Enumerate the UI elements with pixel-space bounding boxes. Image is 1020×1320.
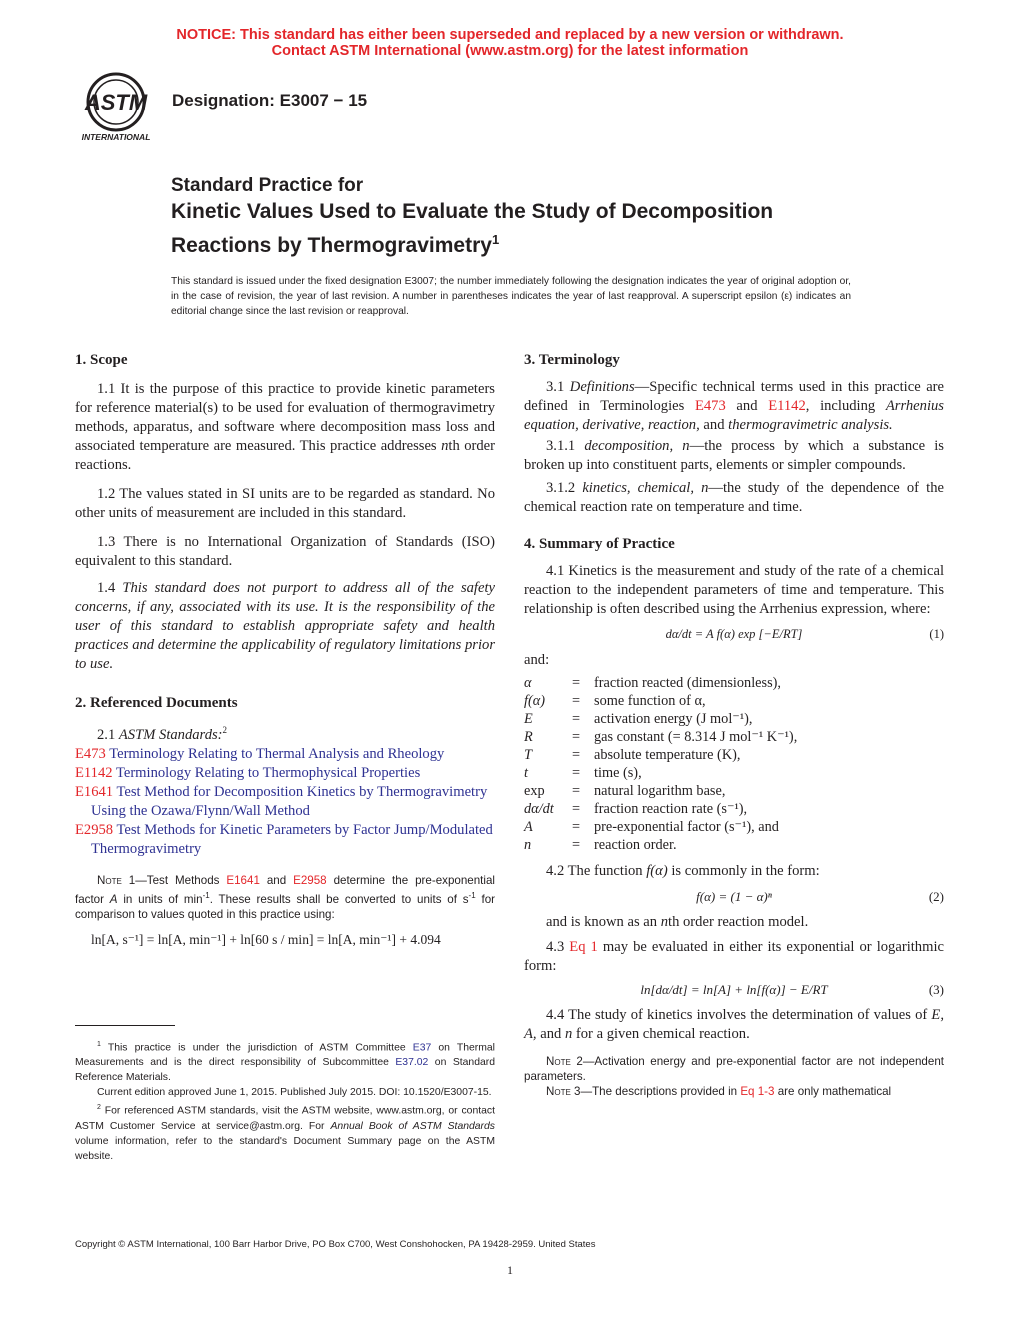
footnote-1: $^1$ This practice is under the jurisdiction of ASTM Committee E37 on Thermal Measurements and is the direct responsibility of Subcommittee E37.02 on Standard Reference Materials. [75, 1041, 495, 1084]
para-4-1: 4.1 Kinetics is the measurement and study of the rate of a chemical reaction to the independent parameters of time and temperature. This relationship is often described using the Arrhenius expression, where: [524, 563, 944, 617]
svg-text:INTERNATIONAL: INTERNATIONAL [81, 132, 151, 142]
notice-line-1: NOTICE: This standard has either been superseded and replaced by a new version or withdrawn. [176, 27, 844, 43]
para-3-1-2: 3.1.2 kinetics, chemical, n—the study of the dependence of the chemical reaction rate on temperature and time. [524, 480, 944, 515]
para-1-1: 1.1 It is the purpose of this practice to provide kinetic parameters for reference material(s) to be used for evaluation of thermogravimetry methods, apparatus, and software where decomposition mass loss and associated temperature are measured. This practice addresses nth order reactions. [75, 381, 495, 473]
section-3-heading: 3. Terminology [524, 352, 620, 368]
title-line-2: Kinetic Values Used to Evaluate the Study of Decomposition [171, 200, 774, 223]
definition-row: E = activation energy (J mol⁻¹), [524, 711, 753, 727]
footnote-rule [75, 1025, 175, 1026]
definition-row: A = pre-exponential factor (s⁻¹), and [524, 819, 779, 835]
copyright-footer: Copyright © ASTM International, 100 Barr Harbor Drive, PO Box C700, West Conshohocken, PA 19428-2959. United States [75, 1239, 596, 1250]
para-1-2: 1.2 The values stated in SI units are to be regarded as standard. No other units of measurement are included in this standard. [75, 486, 495, 521]
and-label: and: [524, 652, 550, 668]
para-1-3: 1.3 There is no International Organization of Standards (ISO) equivalent to this standard. [75, 534, 495, 569]
footnote-2: $^2$ For referenced ASTM standards, visit the ASTM website, www.astm.org, or contact ASTM Customer Service at service@astm.org. For Annual Book of ASTM Standards volume information, refer to the standard's Document Summary page on the ASTM website. [75, 1104, 495, 1162]
section-4-heading: 4. Summary of Practice [524, 536, 675, 552]
notice-line-2: Contact ASTM International (www.astm.org) for the latest information [271, 43, 749, 59]
issuance-statement: This standard is issued under the fixed designation E3007; the number immediately following the designation indicates the year of original adoption or, in the case of revision, the year of last revision. A number in parentheses indicates the year of last reapproval. A superscript epsilon (ε) indicates an editorial change since the last revision or reapproval. [171, 276, 851, 317]
para-4-4: 4.4 The study of kinetics involves the determination of values of E, A, and n for a given chemical reaction. [524, 1007, 944, 1042]
definition-row: R = gas constant (= 8.314 J mol⁻¹ K⁻¹), [524, 729, 798, 745]
astm-logo [70, 72, 162, 144]
equation-1: dα/dt = A f(α) exp [−E/RT] (1) [665, 627, 944, 641]
definition-row: t = time (s), [524, 765, 642, 781]
ref-item[interactable]: E473 Terminology Relating to Thermal Analysis and Rheology [75, 745, 445, 762]
page-number: 1 [507, 1263, 513, 1277]
definition-row: α = fraction reacted (dimensionless), [524, 675, 781, 691]
para-3-1: 3.1 Definitions—Specific technical terms used in this practice are defined in Terminologies E473 and E1142, including Arrhenius equation, derivative, reaction, and thermogravimetric analysis. [524, 379, 945, 433]
equation-3: ln[dα/dt] = ln[A] + ln[f(α)] − E/RT (3) [640, 982, 944, 997]
definition-row: T = absolute temperature (K), [524, 747, 741, 763]
ref-item[interactable]: E1641 Test Method for Decomposition Kinetics by Thermogravimetry Using the Ozawa/Flynn/Wall Method [75, 783, 488, 819]
definition-row: n = reaction order. [524, 837, 677, 853]
symbol-definitions [524, 674, 944, 854]
title-line-1: Standard Practice for [171, 175, 364, 196]
section-2-heading: 2. Referenced Documents [75, 695, 238, 711]
designation: Designation: E3007 − 15 [172, 91, 368, 110]
para-4-3: 4.3 Eq 1 may be evaluated in either its exponential or logarithmic form: [524, 939, 944, 974]
note-1: Note 1—Test Methods E1641 and E2958 determine the pre-exponential factor A in units of $\min^{-1}$. These results shall be converted to units of $s^{-1}$ for comparison to values quoted in this practice using: [75, 873, 496, 921]
equation-2: f(α) = (1 − α)ⁿ (2) [696, 889, 944, 904]
svg-text:ASTM: ASTM [84, 90, 148, 115]
note-3: Note 3—The descriptions provided in Eq 1-3 are only mathematical [546, 1085, 892, 1098]
definition-row: f(α) = some function of α, [524, 693, 706, 709]
para-4-2: 4.2 The function f(α) is commonly in the form: [546, 863, 820, 879]
note-2: Note 2—Activation energy and pre-exponential factor are not independent parameters. [524, 1055, 944, 1083]
ref-item[interactable]: E1142 Terminology Relating to Thermophysical Properties [75, 764, 421, 781]
definition-row: dα/dt = fraction reaction rate (s⁻¹), [524, 801, 748, 817]
para-3-1-1: 3.1.1 decomposition, n—the process by which a substance is broken up into constituent parts, elements or simpler compounds. [524, 438, 944, 473]
right-column [524, 351, 944, 1099]
footnotes [75, 1037, 495, 1164]
left-column [75, 351, 495, 949]
title-line-3: Reactions by Thermogravimetry$^1$ [171, 232, 500, 257]
section-1-heading: 1. Scope [75, 352, 128, 368]
definition-row: exp = natural logarithm base, [524, 783, 726, 799]
ref-item[interactable]: E2958 Test Methods for Kinetic Parameters by Factor Jump/Modulated Thermogravimetry [75, 821, 493, 857]
eq-1-3-link[interactable]: Eq 1-3 [740, 1085, 775, 1098]
document-title [171, 173, 931, 260]
conversion-formula: ln[A, s⁻¹] = ln[A, min⁻¹] + ln[60 s / min] = ln[A, min⁻¹] + 4.094 [91, 931, 441, 947]
eq-1-link[interactable]: Eq 1 [569, 939, 598, 955]
para-1-4: 1.4 This standard does not purport to address all of the safety concerns, if any, associated with its use. It is the responsibility of the user of this standard to establish appropriate safety and health practices and determine the applicability of regulatory limitations prior to use. [75, 580, 495, 672]
para-4-2-cont: and is known as an nth order reaction model. [546, 914, 809, 930]
footnote-edition: Current edition approved June 1, 2015. Published July 2015. DOI: 10.1520/E3007-15. [97, 1087, 492, 1099]
para-2-1: 2.1 ASTM Standards:$^2$ [97, 725, 228, 743]
astm-logo-icon [70, 72, 162, 144]
